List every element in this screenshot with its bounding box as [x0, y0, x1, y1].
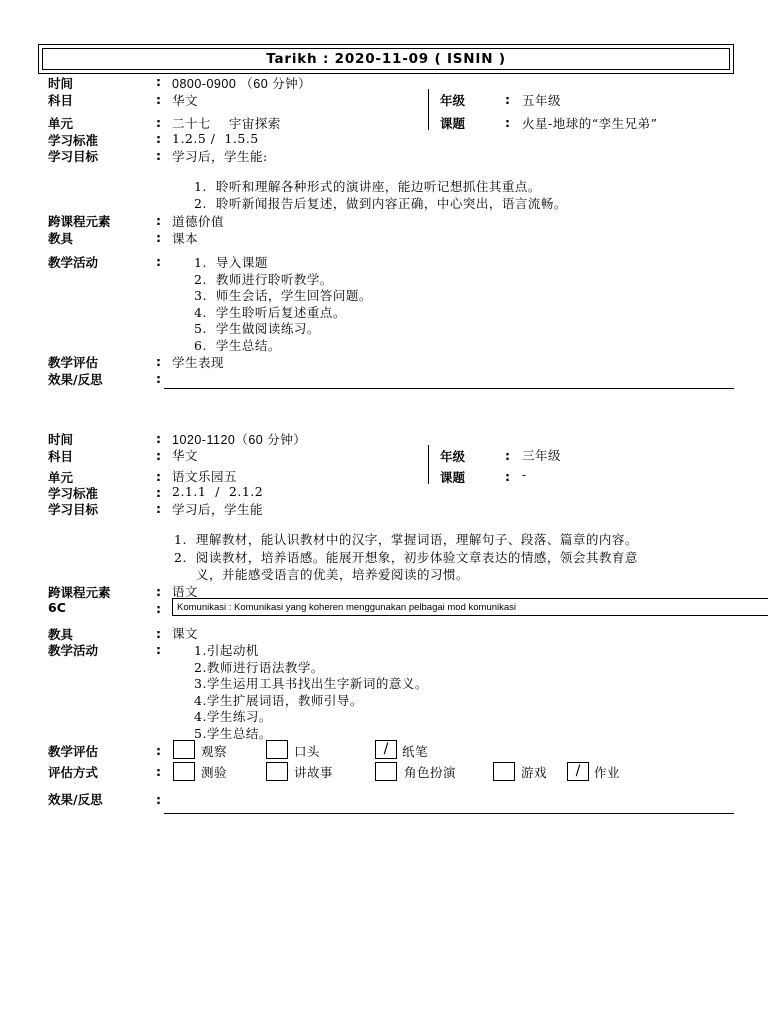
cross-curriculum-value: 语文 — [172, 584, 199, 599]
activity-item: 4. 学生聆听后复述重点。 — [194, 305, 346, 320]
checkbox-label: 讲故事 — [294, 765, 334, 780]
checkbox-homework[interactable]: / — [567, 762, 589, 781]
unit-label: 单元 — [48, 470, 74, 485]
topic-label: 课题 — [440, 470, 466, 485]
checkbox-storytelling[interactable] — [266, 762, 288, 781]
activity-item: 3.学生运用工具书找出生字新词的意义。 — [194, 676, 428, 691]
activity-item: 5.学生总结。 — [194, 726, 272, 741]
time-label: 时间 — [48, 76, 74, 91]
colon: : — [156, 354, 161, 369]
checkbox-game[interactable] — [493, 762, 515, 781]
reflection-line[interactable] — [164, 388, 734, 389]
activity-item: 2.教师进行语法教学。 — [194, 660, 324, 675]
checkbox-observation[interactable] — [173, 740, 195, 759]
cross-curriculum-label: 跨课程元素 — [48, 214, 111, 229]
colon: : — [156, 584, 161, 599]
activity-item: 4.学生扩展词语，教师引导。 — [194, 693, 363, 708]
checkbox-roleplay[interactable] — [375, 762, 397, 781]
grade-value: 五年级 — [522, 93, 562, 108]
activity-item: 5. 学生做阅读练习。 — [194, 321, 320, 336]
grade-label: 年级 — [440, 93, 466, 108]
objective-value: 学习后，学生能: — [172, 149, 268, 164]
date-header: Tarikh : 2020-11-09 ( ISNIN ) — [42, 48, 730, 70]
objective-label: 学习目标 — [48, 502, 99, 517]
colon: : — [156, 148, 161, 163]
colon: : — [156, 115, 161, 130]
objective-item: 2. 阅读教材，培养语感。能展开想象，初步体验文章表达的情感，领会其教育意 — [174, 550, 638, 565]
activity-item: 2. 教师进行聆听教学。 — [194, 272, 333, 287]
checkbox-label: 观察 — [201, 744, 228, 759]
subject-label: 科目 — [48, 93, 74, 108]
colon: : — [156, 743, 161, 758]
colon: : — [505, 92, 510, 107]
colon: : — [156, 254, 161, 269]
method-label: 评估方式 — [48, 765, 99, 780]
sixc-field[interactable]: Komunikasi : Komunikasi yang koheren menggunakan pelbagai mod komunikasi — [172, 598, 768, 616]
objective-value: 学习后，学生能 — [172, 502, 264, 517]
colon: : — [156, 642, 161, 657]
objective-label: 学习目标 — [48, 149, 99, 164]
activities-label: 教学活动 — [48, 643, 99, 658]
colon: : — [156, 74, 161, 89]
colon: : — [156, 431, 161, 446]
cross-curriculum-value: 道德价值 — [172, 214, 225, 229]
checkbox-oral[interactable] — [266, 740, 288, 759]
checkbox-label: 角色扮演 — [404, 765, 457, 780]
subject-value: 华文 — [172, 93, 199, 108]
checkbox-label: 游戏 — [521, 765, 548, 780]
divider — [428, 89, 429, 130]
checkbox-quiz[interactable] — [173, 762, 195, 781]
standard-label: 学习标准 — [48, 486, 99, 501]
time-label: 时间 — [48, 432, 74, 447]
activity-item: 1.引起动机 — [194, 643, 259, 658]
checkbox-label: 口头 — [294, 744, 321, 759]
colon: : — [156, 601, 161, 616]
objective-item: 1. 聆听和理解各种形式的演讲座，能边听记想抓住其重点。 — [194, 179, 541, 194]
assessment-label: 教学评估 — [48, 355, 99, 370]
assessment-value: 学生表现 — [172, 355, 225, 370]
activity-item: 1. 导入课题 — [194, 255, 268, 270]
grade-label: 年级 — [440, 449, 466, 464]
colon: : — [156, 469, 161, 484]
colon: : — [156, 213, 161, 228]
colon: : — [505, 469, 510, 484]
materials-label: 教具 — [48, 231, 74, 246]
unit-value: 二十七 宇宙探索 — [172, 116, 281, 131]
colon: : — [156, 485, 161, 500]
topic-label: 课题 — [440, 116, 466, 131]
colon: : — [505, 448, 510, 463]
colon: : — [156, 371, 161, 386]
colon: : — [156, 230, 161, 245]
time-value: 0800-0900 （60 分钟） — [172, 77, 312, 91]
unit-label: 单元 — [48, 116, 74, 131]
standard-label: 学习标准 — [48, 133, 99, 148]
cross-curriculum-label: 跨课程元素 — [48, 585, 111, 600]
colon: : — [156, 626, 161, 641]
colon: : — [505, 115, 510, 130]
objective-item: 义，并能感受语言的优美，培养爱阅读的习惯。 — [196, 567, 470, 582]
subject-label: 科目 — [48, 449, 74, 464]
topic-value: 火星-地球的“孪生兄弟” — [522, 116, 658, 131]
divider — [428, 445, 429, 484]
topic-value: - — [522, 467, 527, 482]
activities-label: 教学活动 — [48, 255, 99, 270]
grade-value: 三年级 — [522, 448, 562, 463]
time-value: 1020-1120（60 分钟） — [172, 433, 307, 447]
checkbox-label: 测验 — [201, 765, 228, 780]
activity-item: 6. 学生总结。 — [194, 338, 281, 353]
materials-value: 课文 — [172, 626, 199, 641]
standard-value: 2.1.1 / 2.1.2 — [172, 484, 264, 499]
colon: : — [156, 764, 161, 779]
activity-item: 3. 师生会话，学生回答问题。 — [194, 288, 372, 303]
colon: : — [156, 92, 161, 107]
reflection-label: 效果/反思 — [48, 372, 103, 387]
checkbox-label: 作业 — [594, 765, 621, 780]
materials-value: 课本 — [172, 231, 199, 246]
colon: : — [156, 131, 161, 146]
colon: : — [156, 448, 161, 463]
objective-item: 1. 理解教材，能认识教材中的汉字，掌握词语，理解句子、段落、篇章的内容。 — [174, 532, 638, 547]
reflection-line[interactable] — [164, 813, 734, 814]
subject-value: 华文 — [172, 448, 199, 463]
reflection-label: 效果/反思 — [48, 792, 103, 807]
standard-value: 1.2.5 / 1.5.5 — [172, 131, 259, 146]
checkbox-written[interactable]: / — [375, 740, 397, 759]
checkbox-label: 纸笔 — [402, 744, 429, 759]
assessment-label: 教学评估 — [48, 744, 99, 759]
colon: : — [156, 792, 161, 807]
objective-item: 2. 聆听新闻报告后复述，做到内容正确，中心突出，语言流畅。 — [194, 196, 567, 211]
materials-label: 教具 — [48, 627, 74, 642]
sixc-label: 6C — [48, 600, 66, 615]
unit-value: 语文乐园五 — [172, 469, 238, 484]
colon: : — [156, 501, 161, 516]
activity-item: 4.学生练习。 — [194, 709, 272, 724]
date-header-outer — [38, 44, 734, 74]
